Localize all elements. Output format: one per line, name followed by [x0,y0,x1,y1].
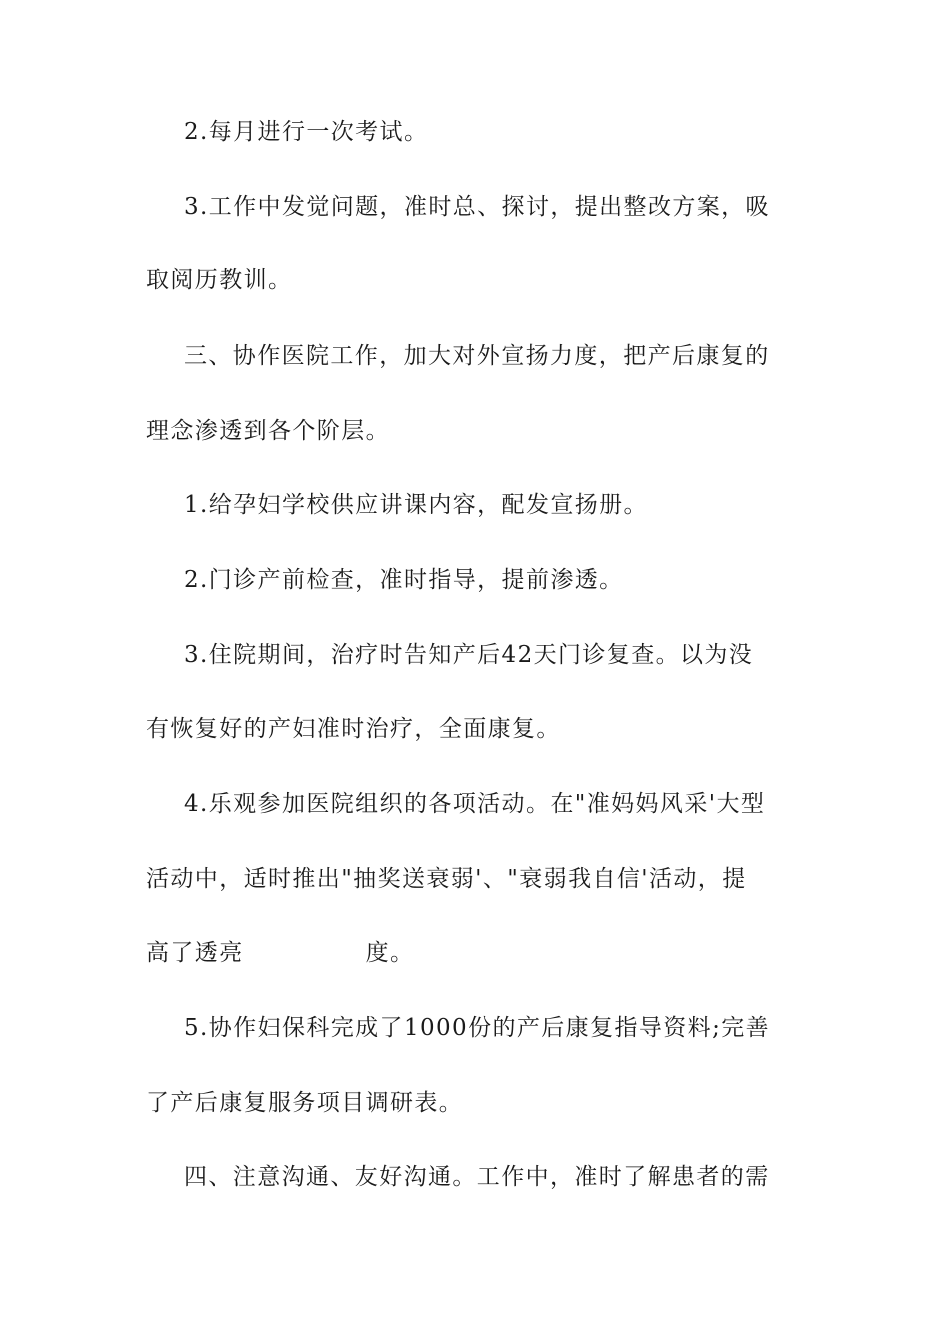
paragraph-line: 1.给孕妇学校供应讲课内容，配发宣扬册。 [184,492,648,518]
paragraph-line: 4.乐观参加医院组织的各项活动。在"准妈妈风采'大型 [184,791,766,817]
section-heading-line: 理念渗透到各个阶层。 [146,418,390,444]
section-heading-line: 四、注意沟通、友好沟通。工作中，准时了解患者的需 [184,1164,770,1190]
paragraph-line: 2.每月进行一次考试。 [184,119,429,145]
paragraph-line: 5.协作妇保科完成了1000份的产后康复指导资料;完善 [184,1015,771,1041]
paragraph-line: 活动中，适时推出"抽奖送衰弱'、"衰弱我自信'活动，提 [146,866,747,892]
paragraph-fragment: 度。 [365,940,415,966]
paragraph-line: 了产后康复服务项目调研表。 [146,1090,464,1116]
paragraph-line [146,938,414,968]
paragraph-line: 3.工作中发觉问题，准时总、探讨，提出整改方案，吸 [184,194,770,220]
paragraph-line: 取阅历教训。 [146,267,293,293]
paragraph-line: 2.门诊产前检查，准时指导，提前渗透。 [184,567,624,593]
paragraph-line: 3.住院期间，治疗时告知产后42天门诊复查。以为没 [184,642,754,668]
paragraph-fragment: 高了透亮 [146,940,244,966]
section-heading-line: 三、协作医院工作，加大对外宣扬力度，把产后康复的 [184,343,770,369]
paragraph-line: 有恢复好的产妇准时治疗，全面康复。 [146,716,561,742]
